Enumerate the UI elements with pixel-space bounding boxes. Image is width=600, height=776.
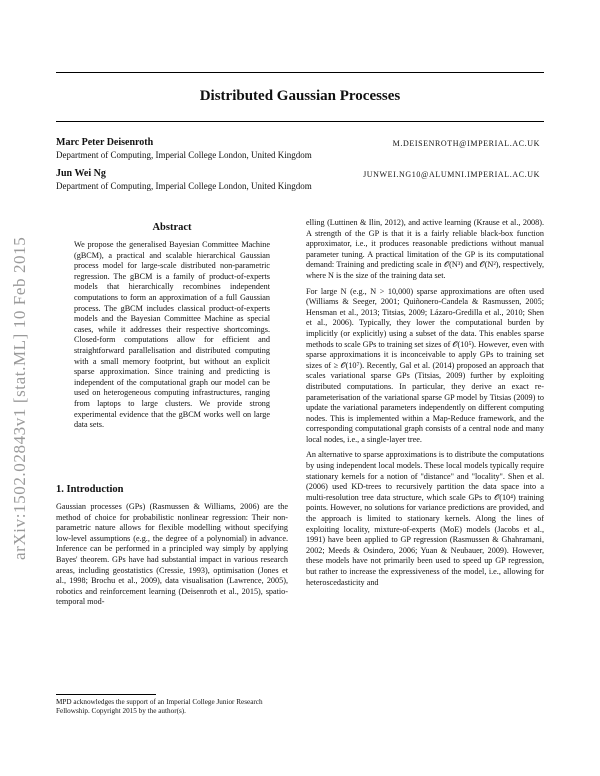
abstract-text [74, 240, 270, 436]
right-paragraph-1: elling (Luttinen & Ilin, 2012), and active learning (Krause et al., 2008). A strength of the GP is that it is a fairly reliable black-box function approximator, i.e., it produces reasonable predictions without manual parameter tuning. A practical limitation of the GP is its computational demand: Training and predicting scale in 𝒪(N³) and 𝒪(N²), respectively, where N is the size of the training data set. [306, 218, 544, 280]
abstract-heading: Abstract [152, 222, 192, 233]
paper-title: Distributed Gaussian Processes [199, 88, 401, 104]
top-rule [56, 72, 544, 73]
author-1-email: M.DEISENROTH@IMPERIAL.AC.UK [392, 139, 540, 148]
abstract-paragraph: We propose the generalised Bayesian Committee Machine (gBCM), a practical and scalable hierarchical Gaussian process model for large-scale distributed non-parametric regression. The gBCM is a family of product-of-experts models that hierarchically recombines independent computations to form an approximation of a full Gaussian process. The gBCM includes classical product-of-experts models and the Bayesian Committee Machine as special cases, while it addresses their respective shortcomings. Closed-form computations allow for efficient and straightforward parallelisation and distributed computing with a small memory footprint, but without an explicit sparse approximation. Since training and predicting is independent of the computational graph our model can be used on heterogeneous computing infrastructures, ranging from laptops to large clusters. We provide strong experimental evidence that the gBCM works well on large data sets. [74, 240, 270, 430]
intro-paragraph-1: Gaussian processes (GPs) (Rasmussen & Williams, 2006) are the method of choice for probabilistic nonlinear regression: Their non-parametric nature allows for flexible modelling without specifying low-level assumptions (e.g., the degree of a polynomial) in advance. Inference can be performed in a principled way simply by applying Bayes' theorem. GPs have had substantial impact in various research areas, including geostatistics (Cressie, 1993), optimisation (Jones et al., 1998; Brochu et al., 2009), data visualisation (Lawrence, 2005), robotics and reinforcement learning (Deisenroth et al., 2015), spatio-temporal mod- [56, 502, 288, 607]
footnote: MPD acknowledges the support of an Imperial College Junior Research Fellowship. Copyright 2015 by the author(s). [56, 698, 263, 715]
footnote-rule [56, 694, 156, 695]
intro-heading: 1. Introduction [56, 484, 124, 495]
author-2-email: JUNWEI.NG10@ALUMNI.IMPERIAL.AC.UK [363, 170, 540, 179]
intro-column [56, 502, 288, 613]
right-column [306, 218, 544, 593]
title-rule [56, 121, 544, 122]
right-paragraph-3: An alternative to sparse approximations is to distribute the computations by using independent local models. These local models typically require stationary kernels for a notion of "distance" and "locality". Shen et al. (2006) used KD-trees to recursively partition the data space into a multi-resolution tree data structure, which scale GPs to 𝒪(10⁴) training points. However, no solutions for variance predictions are provided, and the approach is limited to stationary kernels. Along the lines of exploiting locality, mixture-of-experts (MoE) models (Jacobs et al., 1991) have been applied to GP regression (Rasmussen & Ghahramani, 2002; Meeds & Osindero, 2006; Yuan & Neubauer, 2009). However, these models have not primarily been used to speed up GP regression, but rather to increase the expressiveness of the model, i.e., allowing for heteroscedasticity and [306, 450, 544, 587]
author-2-name: Jun Wei Ng [56, 168, 106, 179]
author-1-name: Marc Peter Deisenroth [56, 137, 154, 148]
author-2-affiliation: Department of Computing, Imperial College London, United Kingdom [56, 181, 312, 191]
author-1-affiliation: Department of Computing, Imperial College London, United Kingdom [56, 150, 312, 160]
arxiv-stamp: arXiv:1502.02843v1 [stat.ML] 10 Feb 2015 [10, 236, 29, 560]
right-paragraph-2: For large N (e.g., N > 10,000) sparse approximations are often used (Williams & Seeger, 2001; Quiñonero-Candela & Rasmussen, 2005; Hensman et al., 2013; Titsias, 2009; Lázaro-Gredilla et al., 2010; Shen et al., 2006). Typically, they lower the computational burden by implicitly (or explicitly) using a subset of the data. This enables sparse methods to scale GPs to training set sizes of 𝒪(10⁵). However, even with sparse approximations it is inconceivable to apply GPs to training set sizes of ≥ 𝒪(10⁷). Recently, Gal et al. (2014) proposed an approach that scales variational sparse GPs (Titsias, 2009) further by exploiting distributed computations. In particular, they derive an exact re-parameterisation of the variational sparse GP model by Titsias (2009) to update the variational parameters independently on different computing nodes. This is implemented within a Map-Reduce framework, and the corresponding computational graph consists of a central node and many local nodes, i.e., a single-layer tree. [306, 286, 544, 444]
